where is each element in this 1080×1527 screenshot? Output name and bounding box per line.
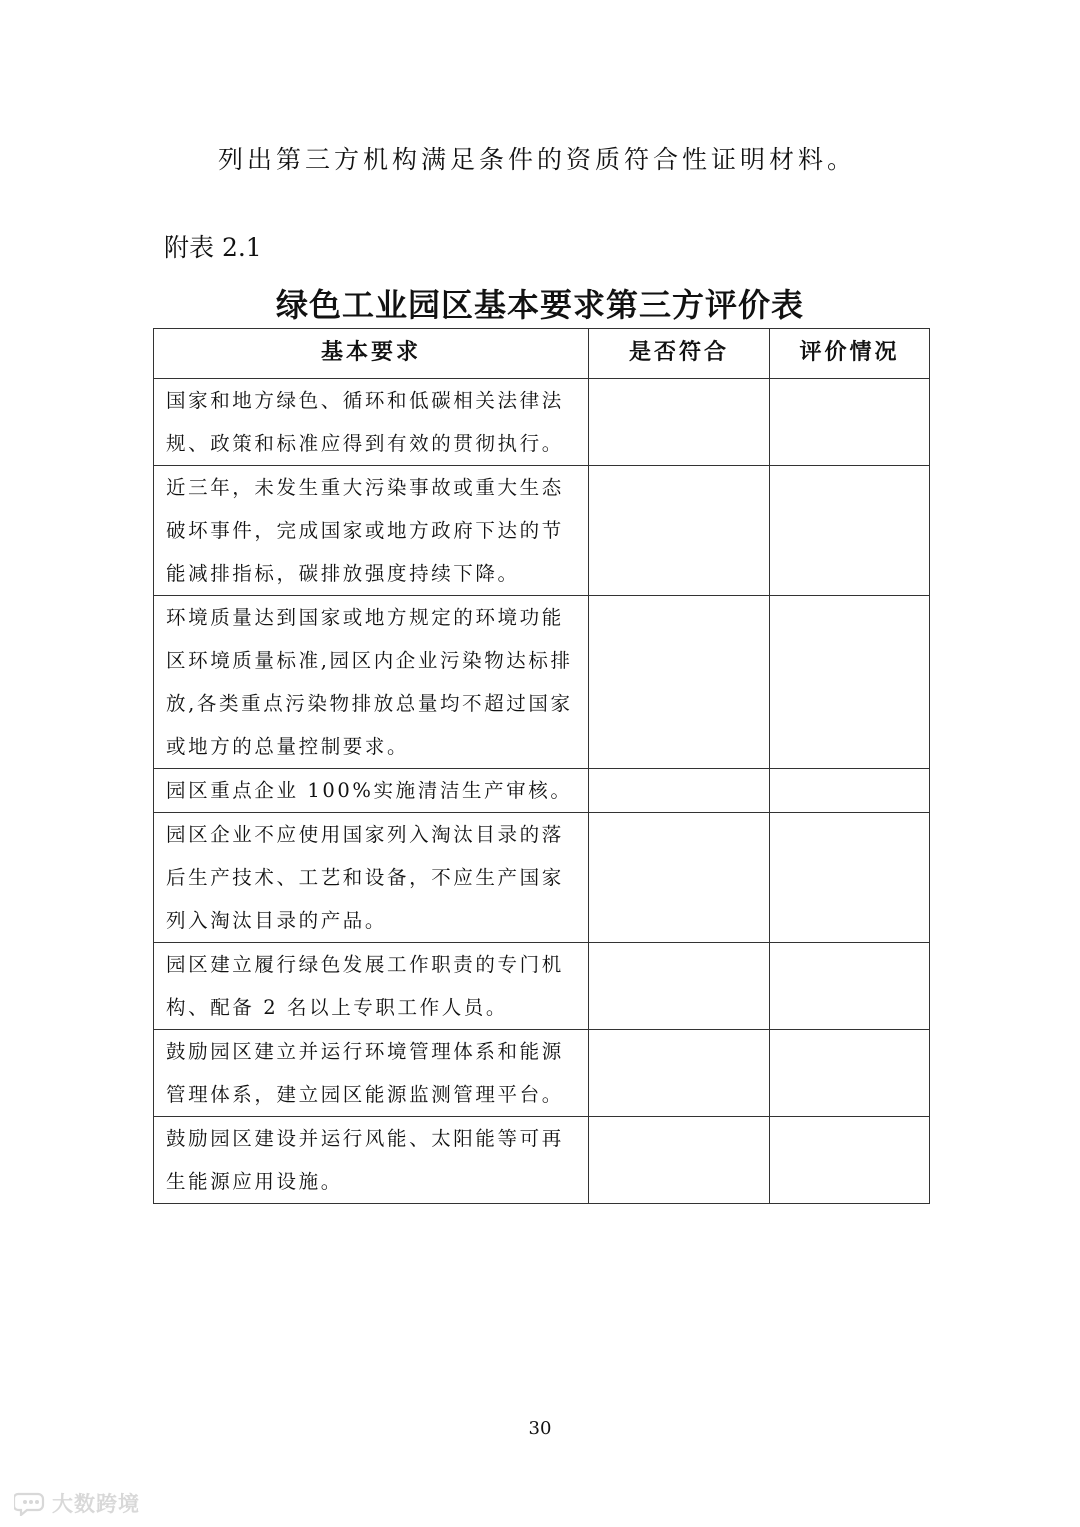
evaluation-cell[interactable] bbox=[770, 1030, 930, 1117]
table-row bbox=[154, 596, 930, 769]
compliance-cell[interactable] bbox=[589, 596, 770, 769]
header-evaluation: 评价情况 bbox=[770, 329, 930, 379]
header-basic-requirement: 基本要求 bbox=[154, 329, 589, 379]
intro-paragraph: 列出第三方机构满足条件的资质符合性证明材料。 bbox=[218, 145, 857, 174]
requirement-cell: 园区企业不应使用国家列入淘汰目录的落后生产技术、工艺和设备，不应生产国家列入淘汰目录的产品。 bbox=[154, 813, 589, 943]
appendix-label: 附表 2.1 bbox=[164, 233, 262, 262]
header-row bbox=[154, 329, 930, 379]
table-title: 绿色工业园区基本要求第三方评价表 bbox=[275, 286, 804, 324]
requirement-cell: 园区建立履行绿色发展工作职责的专门机构、配备 2 名以上专职工作人员。 bbox=[154, 943, 589, 1030]
compliance-cell[interactable] bbox=[589, 1030, 770, 1117]
evaluation-cell[interactable] bbox=[770, 813, 930, 943]
table-row bbox=[154, 769, 930, 813]
evaluation-cell[interactable] bbox=[770, 1117, 930, 1204]
evaluation-cell[interactable] bbox=[770, 943, 930, 1030]
table-header bbox=[154, 329, 930, 379]
evaluation-cell[interactable] bbox=[770, 596, 930, 769]
watermark-text: 大数跨境 bbox=[52, 1492, 140, 1516]
table-row bbox=[154, 813, 930, 943]
page-number: 30 bbox=[528, 1418, 552, 1439]
requirement-cell: 环境质量达到国家或地方规定的环境功能区环境质量标准,园区内企业污染物达标排放,各类重点污染物排放总量均不超过国家或地方的总量控制要求。 bbox=[154, 596, 589, 769]
evaluation-cell[interactable] bbox=[770, 379, 930, 466]
compliance-cell[interactable] bbox=[589, 1117, 770, 1204]
chat-bubble-logo-icon bbox=[14, 1490, 48, 1516]
table-body bbox=[154, 379, 930, 1204]
requirement-cell: 国家和地方绿色、循环和低碳相关法律法规、政策和标准应得到有效的贯彻执行。 bbox=[154, 379, 589, 466]
evaluation-table bbox=[153, 328, 930, 1204]
table-row bbox=[154, 1030, 930, 1117]
evaluation-cell[interactable] bbox=[770, 466, 930, 596]
compliance-cell[interactable] bbox=[589, 813, 770, 943]
table-row bbox=[154, 1117, 930, 1204]
compliance-cell[interactable] bbox=[589, 943, 770, 1030]
requirement-cell: 鼓励园区建立并运行环境管理体系和能源管理体系，建立园区能源监测管理平台。 bbox=[154, 1030, 589, 1117]
compliance-cell[interactable] bbox=[589, 466, 770, 596]
requirement-cell: 园区重点企业 100%实施清洁生产审核。 bbox=[154, 769, 589, 813]
compliance-cell[interactable] bbox=[589, 379, 770, 466]
evaluation-cell[interactable] bbox=[770, 769, 930, 813]
table-row bbox=[154, 466, 930, 596]
table-row bbox=[154, 379, 930, 466]
compliance-cell[interactable] bbox=[589, 769, 770, 813]
requirement-cell: 鼓励园区建设并运行风能、太阳能等可再生能源应用设施。 bbox=[154, 1117, 589, 1204]
requirement-cell: 近三年，未发生重大污染事故或重大生态破坏事件，完成国家或地方政府下达的节能减排指标，碳排放强度持续下降。 bbox=[154, 466, 589, 596]
header-compliance: 是否符合 bbox=[589, 329, 770, 379]
watermark bbox=[14, 1488, 140, 1518]
table-row bbox=[154, 943, 930, 1030]
